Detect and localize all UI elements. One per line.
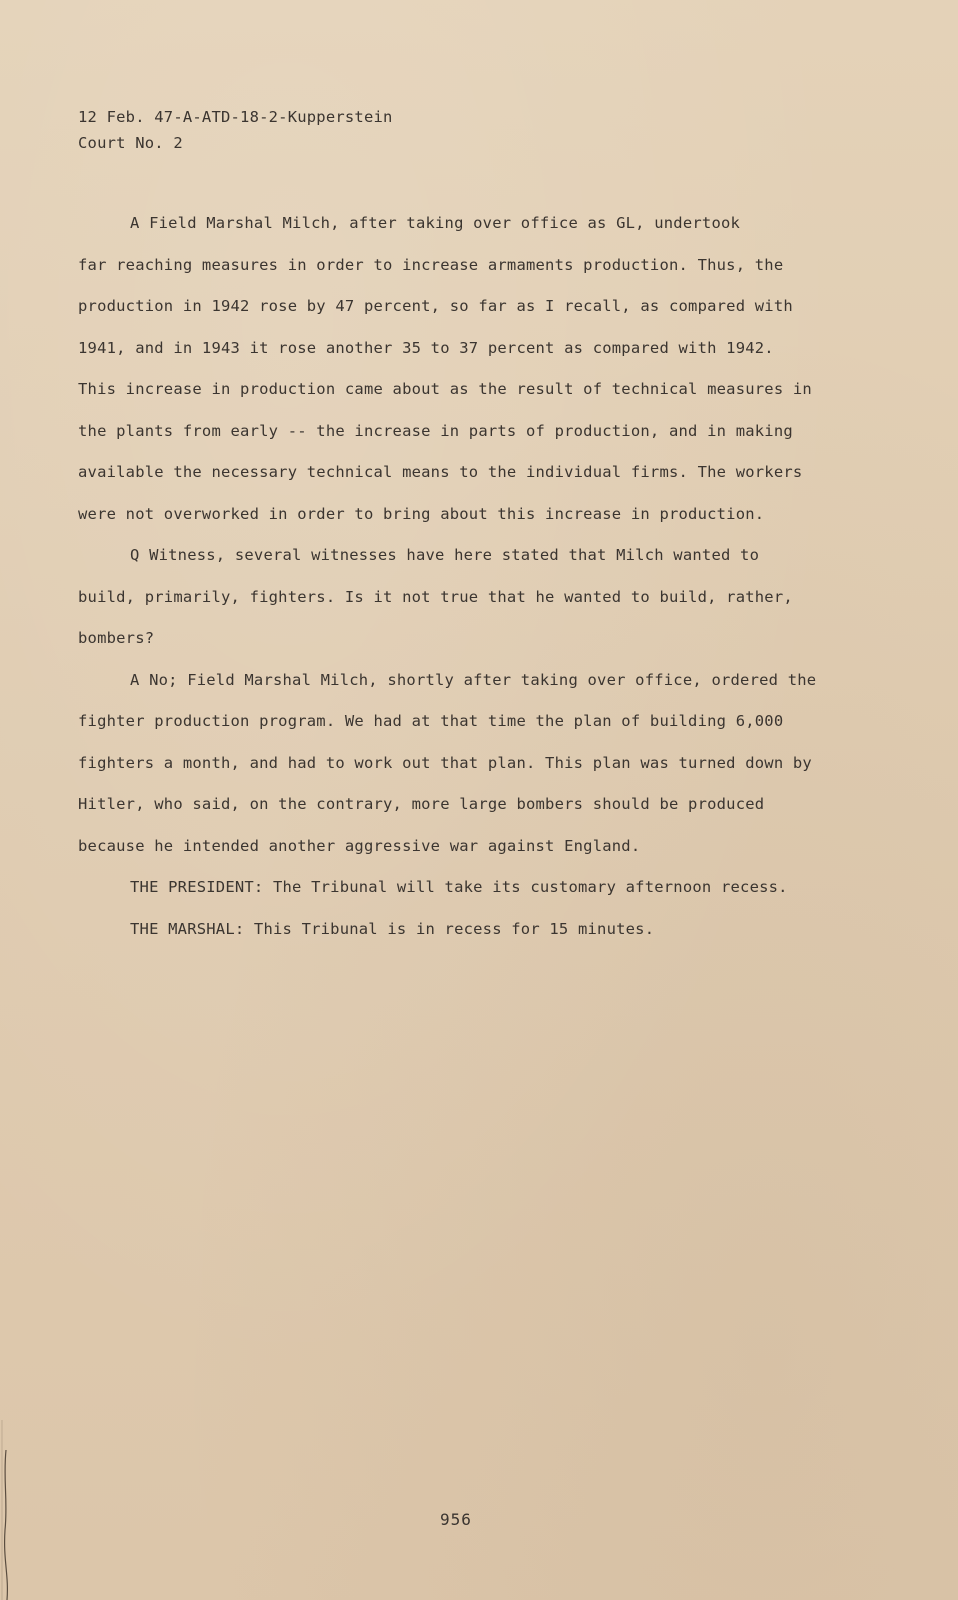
header-reference: 12 Feb. 47-A-ATD-18-2-Kupperstein [78,108,393,126]
transcript-line: Hitler, who said, on the contrary, more large bombers should be produced [78,795,765,813]
transcript-line: fighters a month, and had to work out that plan. This plan was turned down by [78,753,812,772]
transcript-body [78,203,878,950]
transcript-line: A Field Marshal Milch, after taking over office as GL, undertook [130,214,741,232]
transcript-line: were not overworked in order to bring about this increase in production. [78,504,765,523]
transcript-line: available the necessary technical means to the individual firms. The workers [78,463,803,481]
transcript-line: production in 1942 rose by 47 percent, so far as I recall, as compared with [78,297,793,315]
page-number: 956 [440,1510,472,1529]
transcript-line: the plants from early -- the increase in parts of production, and in making [78,421,793,440]
document-header [78,104,393,156]
header-court: Court No. 2 [78,134,183,152]
transcript-line: far reaching measures in order to increase armaments production. Thus, the [78,255,784,274]
transcript-line: THE PRESIDENT: The Tribunal will take its customary afternoon recess. [130,878,788,896]
transcript-line: because he intended another aggressive war against England. [78,836,641,855]
transcript-line: bombers? [78,629,155,647]
transcript-line: THE MARSHAL: This Tribunal is in recess for 15 minutes. [130,919,655,938]
transcript-line: build, primarily, fighters. Is it not true that he wanted to build, rather, [78,587,793,606]
transcript-line: A No; Field Marshal Milch, shortly after taking over office, ordered the [130,670,817,689]
transcript-line: fighter production program. We had at that time the plan of building 6,000 [78,712,784,730]
transcript-line: This increase in production came about as the result of technical measures in [78,380,812,398]
transcript-line: Q Witness, several witnesses have here stated that Milch wanted to [130,546,760,564]
page-edge-mark [0,0,14,1600]
transcript-line: 1941, and in 1943 it rose another 35 to 37 percent as compared with 1942. [78,338,774,357]
